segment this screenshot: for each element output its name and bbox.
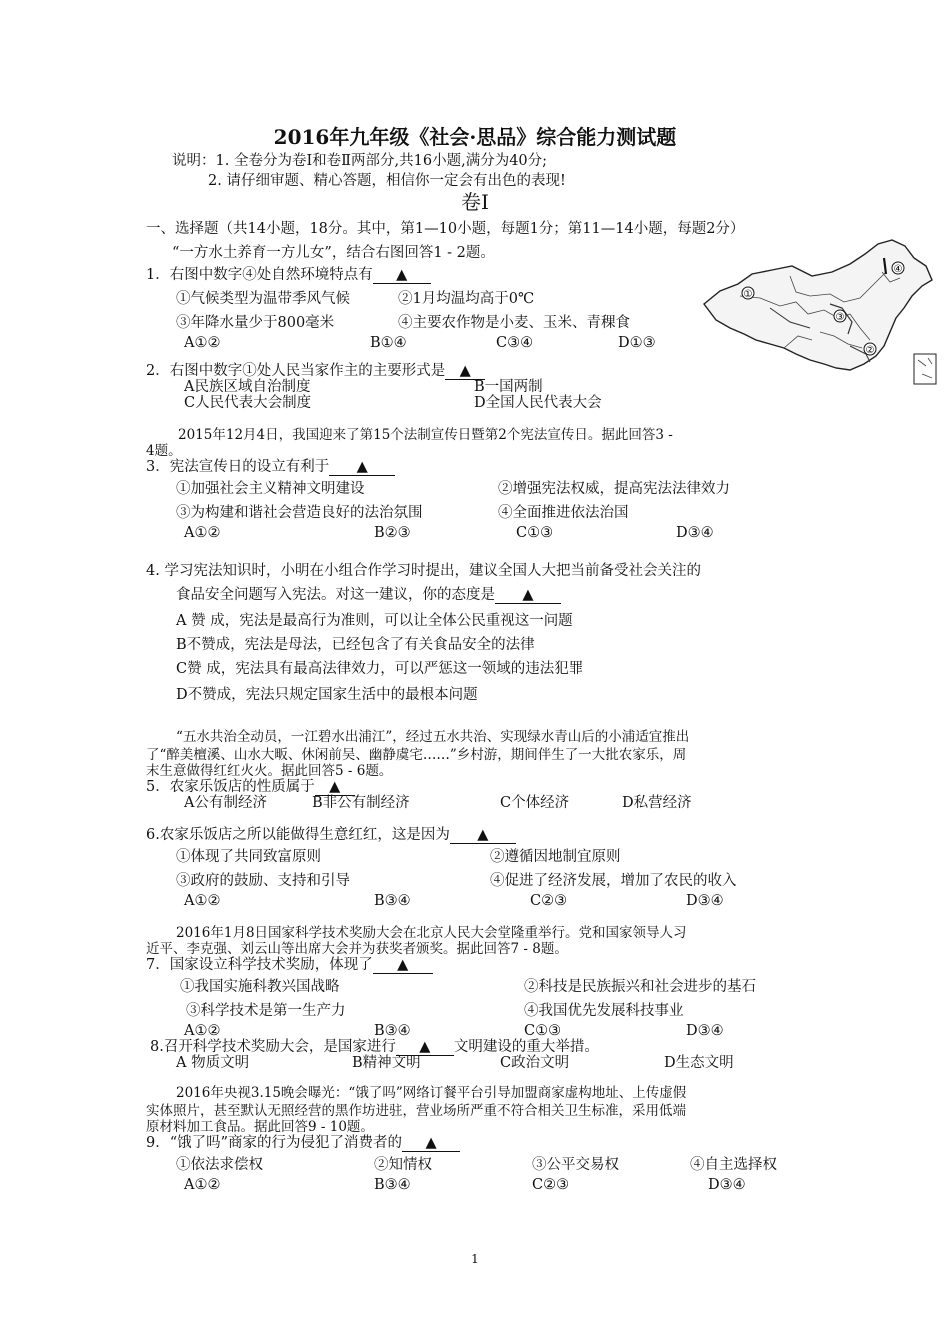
q5-option-d[interactable]: D私营经济: [622, 795, 692, 811]
q2-option-b[interactable]: B一国两制: [474, 379, 543, 395]
q5-option-c[interactable]: C个体经济: [500, 795, 570, 811]
answer-blank[interactable]: ▲: [329, 459, 395, 476]
q2-option-c[interactable]: C人民代表大会制度: [184, 395, 312, 411]
intro-q5-6-line-1: “五水共治全动员，一江碧水出浦江”，经过五水共治、实现绿水青山后的小浦适宜推出: [176, 729, 690, 745]
q7-statement-4: ④我国优先发展科技事业: [524, 1003, 684, 1019]
q1-statement-3: ③年降水量少于800毫米: [176, 315, 335, 331]
q7-option-d[interactable]: D③④: [686, 1023, 724, 1039]
q8-option-a[interactable]: A 物质文明: [176, 1055, 250, 1071]
q4-option-c[interactable]: C赞 成，宪法具有最高法律效力，可以严惩这一领域的违法犯罪: [176, 661, 584, 677]
q7-option-b[interactable]: B③④: [374, 1023, 411, 1039]
notes-line-1: 说明：1. 全卷分为卷Ⅰ和卷Ⅱ两部分,共16小题,满分为40分;: [172, 153, 548, 169]
q6-option-c[interactable]: C②③: [530, 893, 568, 909]
q3-option-a[interactable]: A①②: [184, 525, 221, 541]
q6-option-a[interactable]: A①②: [184, 893, 221, 909]
intro-q7-8-line-2: 近平、李克强、刘云山等出席大会并为获奖者颁奖。据此回答7 - 8题。: [146, 941, 568, 957]
q3-statement-4: ④全面推进依法治国: [498, 505, 629, 521]
intro-q5-6-line-3: 末生意做得红红火火。据此回答5 - 6题。: [146, 763, 393, 779]
q3-option-d[interactable]: D③④: [676, 525, 714, 541]
answer-blank[interactable]: ▲: [445, 363, 485, 380]
q3-option-c[interactable]: C①③: [516, 525, 554, 541]
q2-stem: 2．右图中数字①处人民当家作主的主要形式是 ▲: [146, 362, 485, 380]
q6-statement-3: ③政府的鼓励、支持和引导: [176, 873, 350, 889]
q6-statement-4: ④促进了经济发展，增加了农民的收入: [490, 873, 737, 889]
q9-statement-3: ③公平交易权: [532, 1157, 619, 1173]
answer-blank[interactable]: ▲: [402, 1135, 460, 1152]
intro-q9-10-line-2: 实体照片，甚至默认无照经营的黑作坊进驻，营业场所严重不符合相关卫生标准，采用低端: [146, 1103, 686, 1119]
intro-q3-4-line-2: 4题。: [146, 443, 182, 459]
q9-option-c[interactable]: C②③: [532, 1177, 570, 1193]
q3-statement-3: ③为构建和谐社会营造良好的法治氛围: [176, 505, 423, 521]
q6-option-d[interactable]: D③④: [686, 893, 724, 909]
q3-statement-1: ①加强社会主义精神文明建设: [176, 481, 365, 497]
q9-statement-1: ①依法求偿权: [176, 1157, 263, 1173]
q2-option-a[interactable]: A民族区域自治制度: [184, 379, 311, 395]
q5-option-b[interactable]: B非公有制经济: [312, 795, 410, 811]
q3-stem: 3．宪法宣传日的设立有利于 ▲: [146, 458, 395, 476]
intro-q7-8-line-1: 2016年1月8日国家科学技术奖励大会在北京人民大会堂隆重举行。党和国家领导人习: [176, 925, 687, 941]
q8-option-c[interactable]: C政治文明: [500, 1055, 570, 1071]
q4-option-a[interactable]: A 赞 成，宪法是最高行为准则，可以让全体公民重视这一问题: [176, 613, 573, 629]
map-label-1: ①: [743, 289, 753, 300]
q7-statement-3: ③科学技术是第一生产力: [186, 1003, 346, 1019]
intro-q1-2: “一方水土养育一方儿女”，结合右图回答1 - 2题。: [172, 245, 495, 261]
q1-option-b[interactable]: B①④: [370, 335, 407, 351]
intro-q9-10-line-1: 2016年央视3.15晚会曝光：“饿了吗”网络订餐平台引导加盟商家虚构地址、上传虚假: [176, 1085, 687, 1101]
intro-q5-6-line-2: 了“醉美檀溪、山水大畈、休闲前吴、幽静虞宅……”乡村游，期间伴生了一大批农家乐，周: [146, 747, 687, 763]
q8-option-b[interactable]: B精神文明: [352, 1055, 421, 1071]
answer-blank[interactable]: ▲: [373, 957, 433, 974]
q5-option-a[interactable]: A公有制经济: [184, 795, 267, 811]
q6-option-b[interactable]: B③④: [374, 893, 411, 909]
q3-statement-2: ②增强宪法权威，提高宪法法律效力: [498, 481, 730, 497]
q1-option-a[interactable]: A①②: [184, 335, 221, 351]
map-label-4: ④: [893, 264, 903, 275]
q4-stem-line-1: 4. 学习宪法知识时，小明在小组合作学习时提出，建议全国人大把当前备受社会关注的: [146, 563, 701, 579]
q6-statement-1: ①体现了共同致富原则: [176, 849, 321, 865]
q8-stem: 8.召开科学技术奖励大会，是国家进行 ▲ 文明建设的重大举措。: [150, 1039, 599, 1055]
q6-stem: 6.农家乐饭店之所以能做得生意红红，这是因为 ▲: [146, 826, 516, 844]
q7-statement-1: ①我国实施科教兴国战略: [180, 979, 340, 995]
page-number: 1: [471, 1252, 479, 1266]
map-label-3: ③: [835, 312, 845, 323]
q8-option-d[interactable]: D生态文明: [664, 1055, 734, 1071]
answer-blank[interactable]: ▲: [373, 267, 431, 284]
q1-statement-1: ①气候类型为温带季风气候: [176, 291, 350, 307]
q4-option-d[interactable]: D不赞成，宪法只规定国家生活中的最根本问题: [176, 687, 478, 703]
page-title: 2016年九年级《社会·思品》综合能力测试题: [273, 125, 677, 149]
answer-blank[interactable]: ▲: [495, 587, 561, 604]
q2-option-d[interactable]: D全国人民代表大会: [474, 395, 602, 411]
q3-option-b[interactable]: B②③: [374, 525, 411, 541]
answer-blank[interactable]: ▲: [315, 779, 355, 796]
q7-option-a[interactable]: A①②: [184, 1023, 221, 1039]
intro-q9-10-line-3: 原材料加工食品。据此回答9 - 10题。: [146, 1119, 374, 1135]
q9-option-d[interactable]: D③④: [708, 1177, 746, 1193]
q1-statement-2: ②1月均温均高于0℃: [398, 291, 535, 307]
map-label-2: ②: [865, 345, 875, 356]
china-map-figure: [700, 236, 940, 386]
volume-heading: 卷Ⅰ: [461, 190, 489, 214]
q9-statement-4: ④自主选择权: [690, 1157, 777, 1173]
notes-line-2: 2. 请仔细审题、精心答题，相信你一定会有出色的表现!: [208, 173, 566, 189]
q9-option-b[interactable]: B③④: [374, 1177, 411, 1193]
q1-option-d[interactable]: D①③: [618, 335, 656, 351]
answer-blank[interactable]: ▲: [396, 1039, 454, 1056]
q6-statement-2: ②遵循因地制宜原则: [490, 849, 621, 865]
intro-q3-4-line-1: 2015年12月4日，我国迎来了第15个法制宣传日暨第2个宪法宣传日。据此回答3 -: [178, 427, 673, 443]
q4-stem-line-2: 食品安全问题写入宪法。对这一建议，你的态度是 ▲: [176, 586, 561, 604]
q1-statement-4: ④主要农作物是小麦、玉米、青稞食: [398, 315, 630, 331]
section-header: 一、选择题（共14小题，18分。其中，第1—10小题，每题1分；第11—14小题，每题2分）: [146, 221, 745, 237]
answer-blank[interactable]: ▲: [450, 827, 516, 844]
q7-statement-2: ②科技是民族振兴和社会进步的基石: [524, 979, 756, 995]
q5-stem: 5．农家乐饭店的性质属于 ▲: [146, 778, 355, 796]
q7-stem: 7．国家设立科学技术奖励，体现了 ▲: [146, 956, 433, 974]
q1-option-c[interactable]: C③④: [496, 335, 534, 351]
q9-statement-2: ②知情权: [374, 1157, 432, 1173]
q7-option-c[interactable]: C①③: [524, 1023, 562, 1039]
q9-stem: 9．“饿了吗”商家的行为侵犯了消费者的 ▲: [146, 1134, 460, 1152]
q4-option-b[interactable]: B不赞成，宪法是母法，已经包含了有关食品安全的法律: [176, 637, 535, 653]
q9-option-a[interactable]: A①②: [184, 1177, 221, 1193]
q1-stem: 1．右图中数字④处自然环境特点有 ▲: [146, 266, 431, 284]
